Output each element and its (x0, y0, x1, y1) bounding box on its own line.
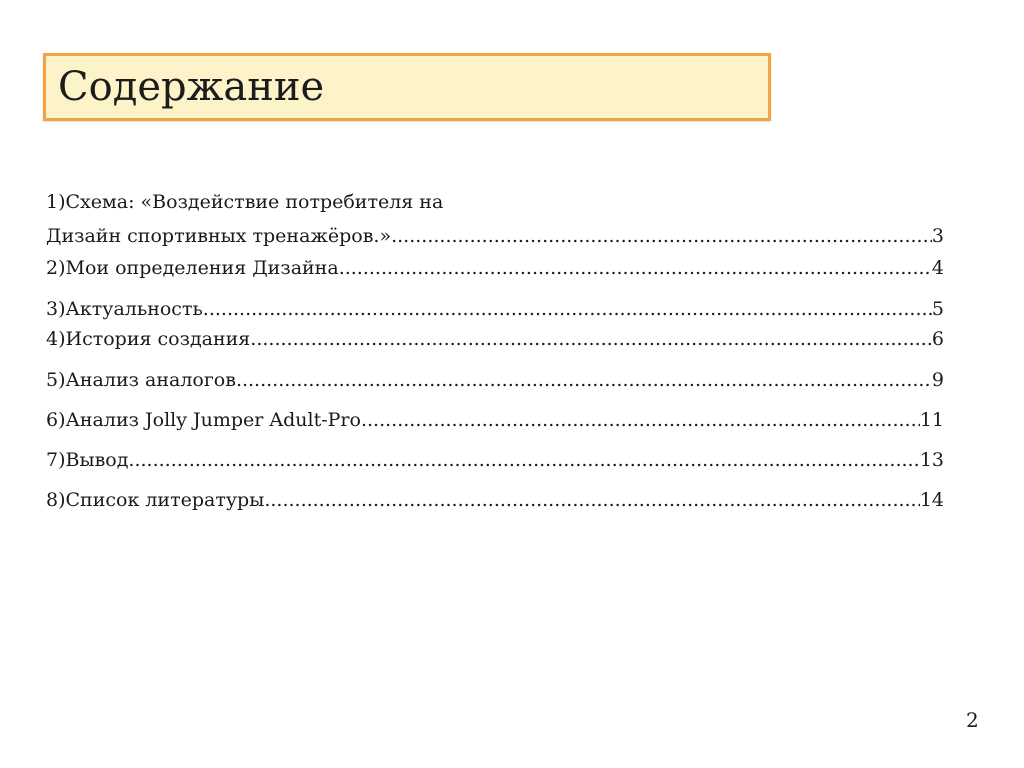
toc-entry-page: 4 (931, 257, 944, 279)
toc-entry (46, 368, 944, 392)
toc-dot-leader (128, 448, 919, 472)
toc-dot-leader (391, 224, 932, 248)
page-title: Содержание (58, 64, 325, 110)
toc-entry-page: 13 (919, 449, 944, 471)
toc-dot-leader (339, 256, 932, 280)
title-box (43, 53, 771, 121)
toc-entry-label: 5)Анализ аналогов (46, 369, 236, 391)
table-of-contents (46, 190, 944, 512)
toc-entry-label: 6)Анализ Jolly Jumper Adult-Pro (46, 409, 361, 431)
toc-entry (46, 256, 944, 280)
toc-entry (46, 297, 944, 321)
toc-entry-label: 2)Мои определения Дизайна (46, 257, 339, 279)
toc-entry-page: 11 (919, 409, 944, 431)
toc-entry (46, 448, 944, 472)
toc-entry-page: 9 (931, 369, 944, 391)
toc-dot-leader (236, 368, 932, 392)
toc-dot-leader (264, 488, 919, 512)
toc-entry-page: 3 (931, 225, 944, 247)
toc-dot-leader (361, 408, 920, 432)
toc-entry-label: 3)Актуальность (46, 298, 203, 320)
toc-entry-page: 14 (919, 489, 944, 511)
toc-entry (46, 190, 944, 248)
toc-entry (46, 408, 944, 432)
slide-page-number: 2 (966, 708, 979, 732)
toc-entry-label: 8)Список литературы (46, 489, 265, 511)
toc-entry-first-line (46, 190, 944, 214)
toc-entry-label: 7)Вывод (46, 449, 129, 471)
toc-entry-page: 5 (931, 298, 944, 320)
toc-entry-line (46, 224, 944, 248)
toc-dot-leader (250, 327, 932, 351)
toc-entry (46, 327, 944, 351)
toc-entry-page: 6 (931, 328, 944, 350)
toc-entry (46, 488, 944, 512)
toc-dot-leader (203, 297, 932, 321)
toc-entry-text: 1)Схема: «Воздействие потребителя на (46, 191, 444, 213)
toc-entry-label: Дизайн спортивных тренажёров.» (46, 225, 392, 247)
toc-entry-label: 4)История создания (46, 328, 251, 350)
